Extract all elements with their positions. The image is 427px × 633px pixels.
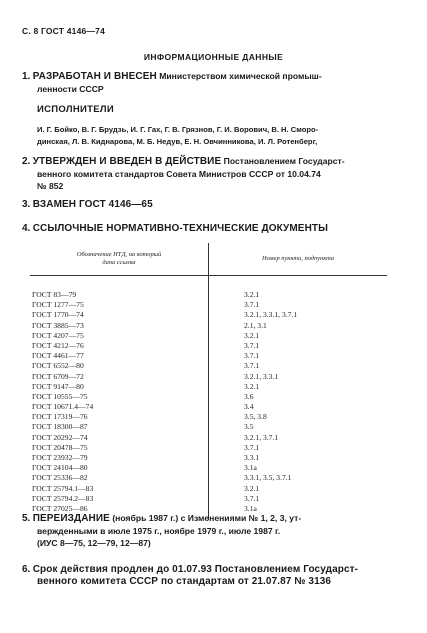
table-row — [30, 351, 387, 361]
ntd-designation: ГОСТ 25794.2—83 — [30, 494, 209, 504]
ntd-designation: ГОСТ 6709—72 — [30, 372, 209, 382]
table-row — [30, 443, 387, 453]
clause-number: 3.5, 3.8 — [244, 412, 267, 422]
table-row — [30, 341, 387, 351]
ntd-designation: ГОСТ 3885—73 — [30, 321, 209, 331]
table-row — [30, 453, 387, 463]
clause-number: 3.2.1 — [244, 483, 260, 493]
clause-number: 3.2.1 — [244, 330, 260, 340]
table-row — [30, 494, 387, 504]
table-row — [30, 433, 387, 443]
clause-number: 3.3.1 — [244, 453, 260, 462]
clause-number: 3.7.1 — [244, 442, 260, 452]
ntd-designation: ГОСТ 83—79 — [30, 290, 209, 300]
clause-number: 3.1а — [244, 463, 257, 473]
table-header-row — [30, 243, 387, 276]
ntd-designation: ГОСТ 6552—80 — [30, 361, 209, 371]
ntd-designation: ГОСТ 4212—76 — [30, 341, 209, 351]
table-row — [30, 310, 387, 320]
header-designation-line-1: Обозначение НТД, на который — [76, 251, 162, 258]
reference-table — [30, 243, 387, 520]
section-1 — [22, 70, 405, 147]
ntd-designation: ГОСТ 25336—82 — [30, 473, 209, 483]
table-header-clause: Номер пункта, подпункта — [209, 243, 388, 276]
table-row — [30, 392, 387, 402]
section-4-text: ССЫЛОЧНЫЕ НОРМАТИВНО-ТЕХНИЧЕСКИЕ ДОКУМЕНТЫ — [32, 223, 328, 234]
section-5-text-a: (ноябрь 1987 г.) с Изменениями № 1, 2, 3, ут- — [112, 513, 302, 523]
section-2-number: 2. — [22, 156, 31, 167]
ntd-designation: ГОСТ 1770—74 — [30, 310, 209, 320]
ntd-designation: ГОСТ 18300—87 — [30, 422, 209, 432]
clause-number: 3.7.1 — [244, 361, 260, 371]
ntd-designation: ГОСТ 10555—75 — [30, 392, 209, 402]
clause-number: 3.3.1, 3.5, 3.7.1 — [244, 473, 292, 483]
clause-number: 3.2.1, 3.3.1 — [244, 371, 279, 381]
table-row — [30, 361, 387, 371]
section-5-text-c: (ИУС 8—75, 12—79, 12—87) — [37, 538, 151, 548]
section-6-number: 6. — [22, 564, 31, 575]
clause-number: 2.1, 3.1 — [244, 320, 267, 330]
ntd-designation: ГОСТ 4207—75 — [30, 331, 209, 341]
ntd-designation: ГОСТ 4461—77 — [30, 351, 209, 361]
section-3-text: ВЗАМЕН ГОСТ 4146—65 — [32, 199, 153, 210]
ntd-designation: ГОСТ 20292—74 — [30, 433, 209, 443]
clause-number: 3.1а — [244, 503, 257, 513]
table-row — [30, 463, 387, 473]
clause-number: 3.2.1 — [244, 381, 260, 391]
table-row — [30, 484, 387, 494]
clause-number: 3.7.1 — [244, 300, 260, 310]
clause-number: 3.7.1 — [244, 493, 260, 503]
ntd-designation: ГОСТ 10671.4—74 — [30, 402, 209, 412]
section-5-lead: ПЕРЕИЗДАНИЕ — [32, 513, 110, 524]
ntd-designation: ГОСТ 27025—86 — [30, 504, 209, 514]
clause-number: 3.4 — [244, 402, 254, 412]
table-row — [30, 402, 387, 412]
section-2-text-b: венного комитета стандартов Совета Министров СССР от 10.04.74 — [37, 169, 321, 179]
section-5-number: 5. — [22, 513, 31, 524]
section-1-number: 1. — [22, 71, 31, 82]
clause-number: 3.2.1, 3.3.1, 3.7.1 — [244, 310, 298, 320]
section-2-lead: УТВЕРЖДЕН И ВВЕДЕН В ДЕЙСТВИЕ — [32, 156, 222, 167]
section-5-text-b: вержденными в июле 1975 г., ноябре 1979 г., июле 1987 г. — [37, 526, 281, 536]
table-row — [30, 300, 387, 310]
table-row — [30, 382, 387, 392]
table-header-designation — [30, 243, 209, 276]
clause-number: 3.7.1 — [244, 340, 260, 350]
executors-label: ИСПОЛНИТЕЛИ — [37, 104, 114, 115]
section-3-number: 3. — [22, 199, 31, 210]
table-row — [30, 422, 387, 432]
section-1-text-b: ленности СССР — [37, 84, 104, 94]
clause-number: 3.6 — [244, 391, 254, 401]
section-1-text-a: Министерством химической промыш- — [159, 71, 322, 81]
ntd-designation: ГОСТ 9147—80 — [30, 382, 209, 392]
clause-number: 3.2.1, 3.7.1 — [244, 432, 279, 442]
table-row — [30, 321, 387, 331]
ntd-designation: ГОСТ 20478—75 — [30, 443, 209, 453]
table-row — [30, 331, 387, 341]
clause-number: 3.7.1 — [244, 351, 260, 361]
clause-number: 3.5 — [244, 422, 254, 432]
ntd-designation: ГОСТ 17319—76 — [30, 412, 209, 422]
section-4 — [22, 222, 405, 235]
section-3 — [22, 198, 405, 211]
section-5 — [22, 512, 405, 549]
ntd-designation: ГОСТ 25794.1—83 — [30, 484, 209, 494]
ntd-designation: ГОСТ 24104—80 — [30, 463, 209, 473]
section-2-text-a: Постановлением Государст- — [223, 156, 345, 166]
section-1-lead: РАЗРАБОТАН И ВНЕСЕН — [32, 71, 157, 82]
table-row — [30, 290, 387, 300]
ntd-designation: ГОСТ 23932—79 — [30, 453, 209, 463]
section-6 — [22, 563, 405, 588]
table-row — [30, 372, 387, 382]
header-designation-line-2: дана ссылка — [102, 259, 136, 266]
clause-number: 3.2.1 — [244, 290, 260, 299]
authors-line-1: И. Г. Бойко, В. Г. Брудзь, И. Г. Гах, Г. В. Грязнов, Г. И. Ворович, В. Н. Сморо- — [37, 125, 319, 134]
ntd-designation: ГОСТ 1277—75 — [30, 300, 209, 310]
section-2-text-c: № 852 — [37, 181, 64, 191]
table-row — [30, 412, 387, 422]
section-6-text-b: венного комитета СССР по стандартам от 21.07.87 № 3136 — [37, 576, 332, 587]
section-4-number: 4. — [22, 223, 31, 234]
document-heading: ИНФОРМАЦИОННЫЕ ДАННЫЕ — [143, 52, 284, 62]
page-number: С. 8 ГОСТ 4146—74 — [22, 26, 106, 36]
table-row — [30, 473, 387, 483]
authors-line-2: динская, Л. В. Киднарова, М. Б. Недув, Е. Н. Овчинникова, И. Л. Ротенберг, — [37, 136, 318, 146]
section-2 — [22, 155, 405, 192]
section-6-text-a: Срок действия продлен до 01.07.93 Постановлением Государст- — [32, 564, 359, 575]
